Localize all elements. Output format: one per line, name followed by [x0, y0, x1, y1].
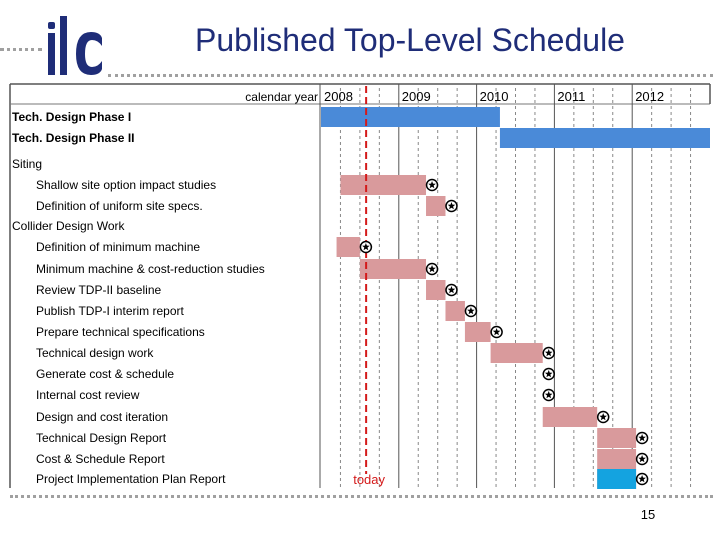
year-tick-label: 2011 [557, 89, 586, 104]
axis-label: calendar year [245, 90, 318, 104]
task-label: Definition of minimum machine [36, 240, 201, 254]
task-bar [465, 322, 491, 342]
task-bar [597, 428, 636, 448]
year-tick-label: 2009 [401, 89, 431, 104]
task-bar [426, 196, 445, 216]
task-label: Project Implementation Plan Report [36, 472, 226, 486]
task-label: Publish TDP-I interim report [36, 304, 184, 318]
task-bar [445, 301, 464, 321]
today-label: today [353, 472, 386, 487]
page-number: 15 [640, 507, 656, 522]
task-label: Shallow site option impact studies [36, 178, 217, 192]
task-label: Cost & Schedule Report [36, 452, 165, 466]
task-label: Definition of uniform site specs. [36, 199, 203, 213]
year-tick-label: 2012 [635, 89, 665, 104]
task-label: Prepare technical specifications [36, 325, 205, 339]
task-bar [360, 259, 426, 279]
task-bar [340, 175, 426, 195]
task-label: Minimum machine & cost-reduction studies [36, 262, 265, 276]
task-label: Technical design work [36, 346, 154, 360]
task-bar [597, 449, 636, 469]
page-title: Published Top-Level Schedule [195, 22, 625, 58]
task-label: Tech. Design Phase I [12, 110, 132, 124]
task-label: Internal cost review [36, 388, 140, 402]
phase-bar [500, 128, 710, 148]
task-bar [543, 407, 597, 427]
task-label: Siting [12, 157, 43, 171]
task-bar [426, 280, 445, 300]
task-label: Tech. Design Phase II [12, 131, 135, 145]
task-bar [491, 343, 543, 363]
task-label: Design and cost iteration [36, 410, 169, 424]
task-label: Technical Design Report [36, 431, 167, 445]
task-bar [337, 237, 360, 257]
task-label: Collider Design Work [12, 219, 125, 233]
year-tick-label: 2008 [324, 89, 353, 104]
year-tick-label: 2010 [479, 89, 509, 104]
final-task-bar [597, 469, 636, 489]
task-label: Generate cost & schedule [36, 367, 175, 381]
task-label: Review TDP-II baseline [36, 283, 162, 297]
phase-bar [321, 107, 500, 127]
